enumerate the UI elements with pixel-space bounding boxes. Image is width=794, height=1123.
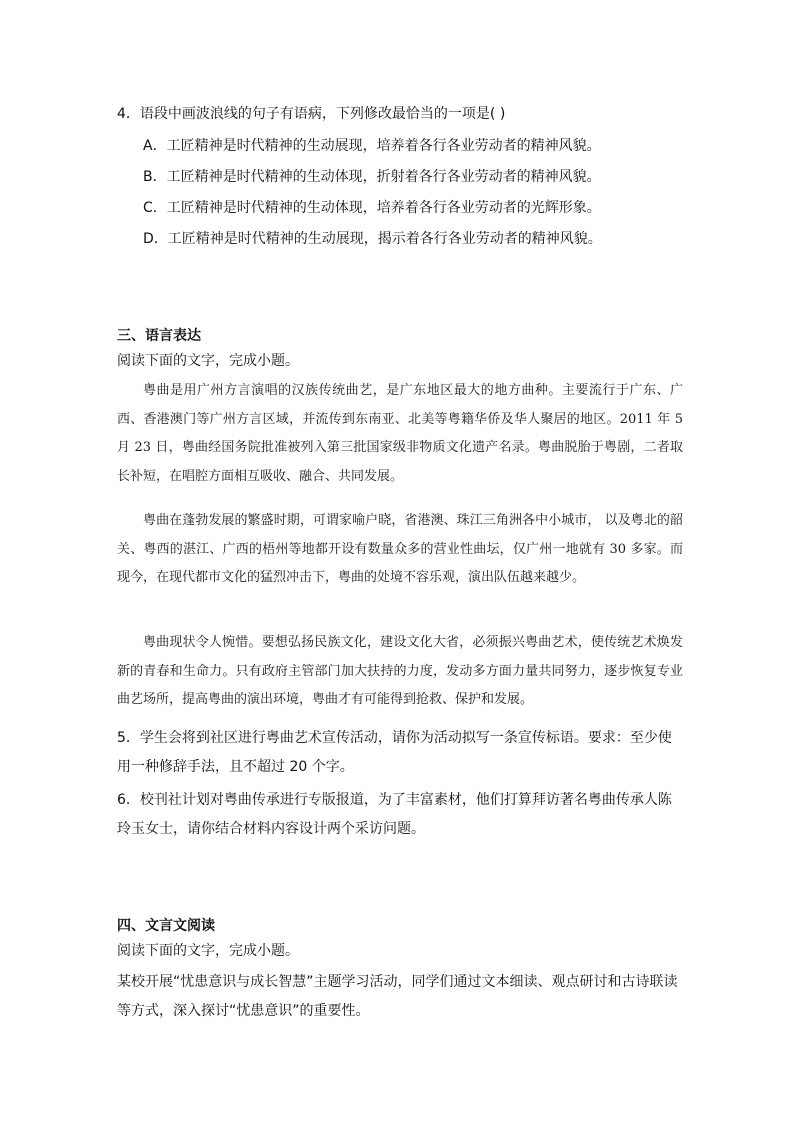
question-4-option-c: C．工匠精神是时代精神的生动体现，培养着各行各业劳动者的光辉形象。 <box>143 200 601 216</box>
section-4-intro: 某校开展“忧患意识与成长智慧”主题学习活动，同学们通过文本细读、观点研讨和古诗联读等方式，深入探讨“忧患意识”的重要性。 <box>117 974 678 1019</box>
question-6: 6．校刊社计划对粤曲传承进行专版报道，为了丰富素材，他们打算拜访著名粤曲传承人陈玲玉女士，请你结合材料内容设计两个采访问题。 <box>117 792 672 837</box>
question-4-option-b: B．工匠精神是时代精神的生动体现，折射着各行各业劳动者的精神风貌。 <box>143 169 601 185</box>
section-3-heading: 三、语言表达 <box>117 328 201 344</box>
question-5: 5．学生会将到社区进行粤曲艺术宣传活动，请你为活动拟写一条宣传标语。要求：至少使用一种修辞手法，且不超过 20 个字。 <box>117 730 672 775</box>
question-4-option-d: D．工匠精神是时代精神的生动展现，揭示着各行各业劳动者的精神风貌。 <box>143 231 602 247</box>
passage-paragraph-2: 粤曲在蓬勃发展的繁盛时期，可谓家喻户晓，省港澳、珠江三角洲各中小城市， 以及粤北的韶关、粤西的湛江、广西的梧州等地都开设有数量众多的营业性曲坛，仅广州一地就有 30 多家。而现今，在现代都市文化的猛烈冲击下，粤曲的处境不容乐观，演出队伍越来越少。 <box>117 513 683 586</box>
passage-paragraph-3: 粤曲现状令人惋惜。要想弘扬民族文化，建设文化大省，必须振兴粤曲艺术，使传统艺术焕发新的青春和生命力。只有政府主管部门加大扶持的力度，发动多方面力量共同努力，逐步恢复专业曲艺场所，提高粤曲的演出环境，粤曲才有可能得到抢救、保护和发展。 <box>117 635 683 708</box>
question-4-stem: 4．语段中画波浪线的句子有语病，下列修改最恰当的一项是( ) <box>117 106 506 122</box>
question-4-option-a: A．工匠精神是时代精神的生动展现，培养着各行各业劳动者的精神风貌。 <box>143 138 601 154</box>
passage-paragraph-1: 粤曲是用广州方言演唱的汉族传统曲艺，是广东地区最大的地方曲种。主要流行于广东、广西、香港澳门等广州方言区域，并流传到东南亚、北美等粤籍华侨及华人聚居的地区。2011 年 5 月 23 日，粤曲经国务院批准被列入第三批国家级非物质文化遗产名录。粤曲脱胎于粤剧，二者取长补短，在唱腔方面相互吸收、融合、共同发展。 <box>117 383 683 485</box>
section-3-instruction: 阅读下面的文字，完成小题。 <box>117 353 299 369</box>
section-4-instruction: 阅读下面的文字，完成小题。 <box>117 943 299 959</box>
section-4-heading: 四、文言文阅读 <box>117 918 215 934</box>
